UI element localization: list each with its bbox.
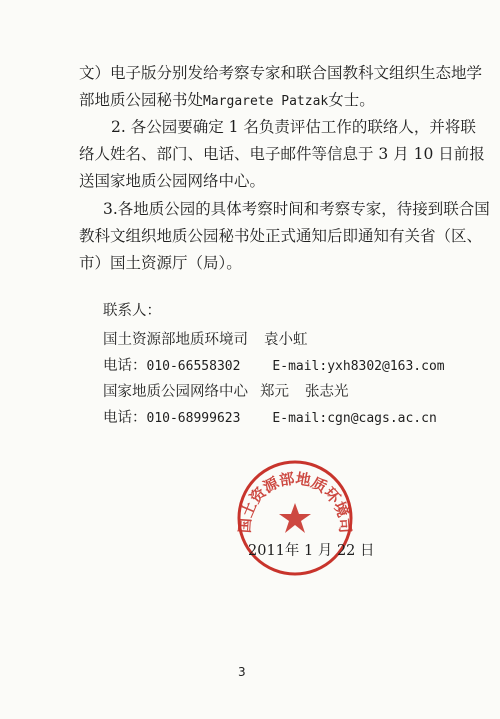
contact-2-phone-label: 电话： (103, 410, 147, 426)
paragraph-2-line-1: 2. 各公园要确定 1 名负责评估工作的联络人，并将联 (111, 118, 476, 136)
contact-2-org-line (103, 383, 349, 401)
contact-2-name-1: 郑元 (260, 384, 289, 400)
date: 2011年 1 月 22 日 (248, 543, 375, 559)
contact-1-email[interactable]: E-mail:yxh8302@163.com (272, 359, 445, 374)
paragraph-1-line-1: 文）电子版分别发给考察专家和联合国教科文组织生态地学 (79, 64, 483, 82)
contact-2-org: 国家地质公园网络中心 (103, 384, 248, 400)
contact-1-phone-label: 电话： (103, 358, 147, 374)
page-number: 3 (238, 665, 246, 679)
contact-heading: 联系人： (103, 303, 161, 319)
paragraph-1-text: 部地质公园秘书处 (79, 91, 204, 109)
contact-1-phone: 010-66558302 (146, 359, 241, 374)
contact-1-org: 国土资源部地质环境司 (103, 332, 248, 348)
star-icon (279, 503, 311, 533)
contact-2-name-2: 张志光 (305, 384, 349, 400)
paragraph-2-line-3: 送国家地质公园网络中心。 (79, 172, 266, 190)
person-name: Margarete Patzak (203, 94, 329, 109)
paragraph-3-line-2: 教科文组织地质公园秘书处正式通知后即通知有关省（区、 (79, 227, 483, 245)
paragraph-3-line-1: 3.各地质公园的具体考察时间和考察专家，待接到联合国 (103, 200, 490, 218)
seal-text: 国土资源部地质环境司 (236, 469, 354, 534)
contact-1-phone-line (103, 357, 445, 376)
paragraph-3-line-3: 市）国土资源厅（局）。 (79, 254, 242, 272)
contact-2-email[interactable]: E-mail:cgn@cags.ac.cn (272, 411, 437, 426)
paragraph-1-line-2 (79, 91, 375, 111)
contact-1-org-line (103, 331, 308, 349)
paragraph-2-line-2: 络人姓名、部门、电话、电子邮件等信息于 3 月 10 日前报 (79, 145, 485, 163)
contact-2-phone: 010-68999623 (146, 411, 241, 426)
contact-2-phone-line (103, 409, 437, 428)
paragraph-1-suffix: 女士。 (328, 91, 375, 109)
contact-1-name: 袁小虹 (264, 332, 308, 348)
